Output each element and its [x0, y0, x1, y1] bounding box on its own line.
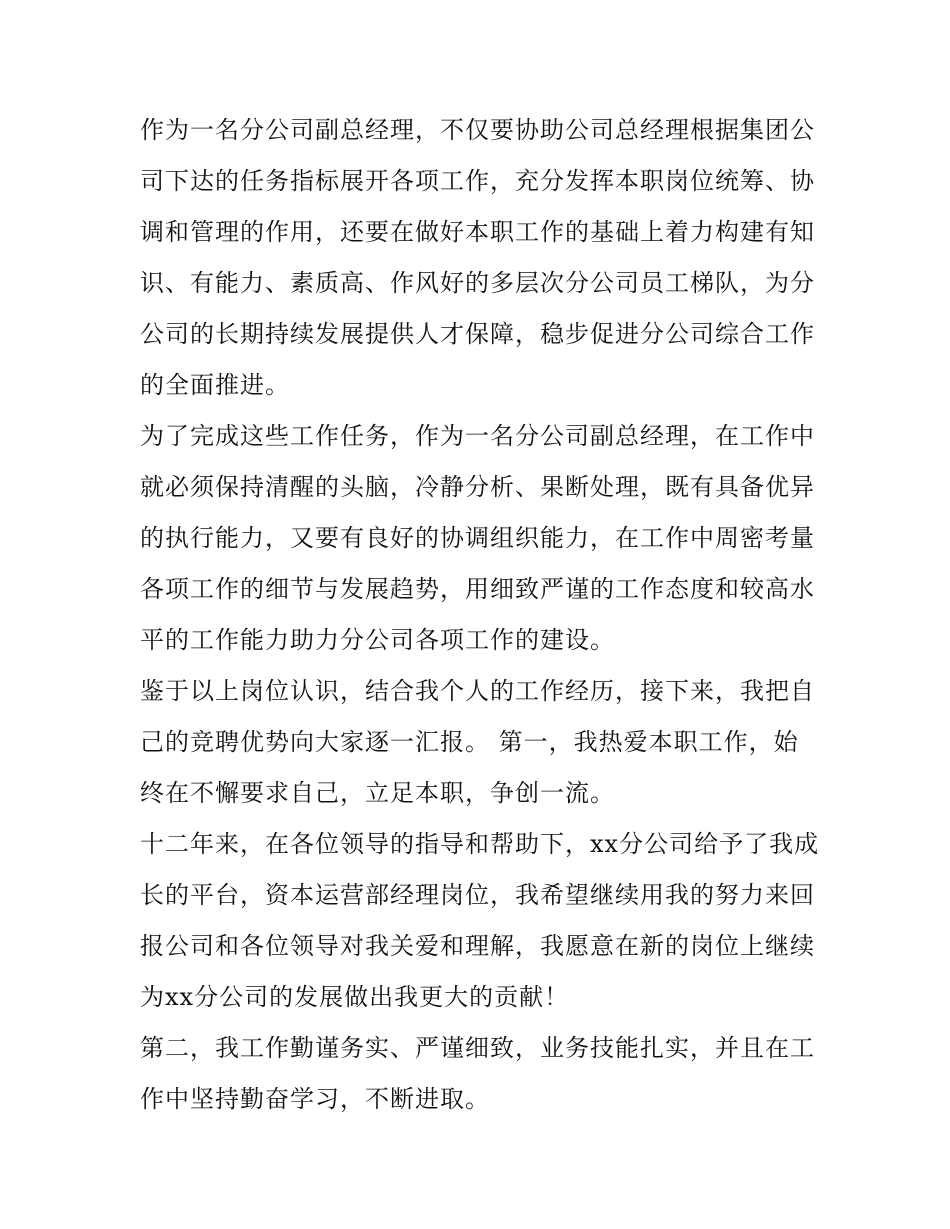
document-body [140, 105, 820, 1125]
paragraph-3: 鉴于以上岗位认识，结合我个人的工作经历，接下来，我把自己的竞聘优势向大家逐一汇报。 第一，我热爱本职工作，始终在不懈要求自己，立足本职，争创一流。 [140, 677, 815, 807]
paragraph-1: 作为一名分公司副总经理，不仅要协助公司总经理根据集团公司下达的任务指标展开各项工作，充分发挥本职岗位统筹、协调和管理的作用，还要在做好本职工作的基础上着力构建有知识、有能力、素质高、作风好的多层次分公司员工梯队，为分公司的长期持续发展提供人才保障，稳步促进分公司综合工作的全面推进。 [140, 116, 815, 399]
paragraph-4: 十二年来，在各位领导的指导和帮助下，xx分公司给予了我成长的平台，资本运营部经理岗位，我希望继续用我的努力来回报公司和各位领导对我关爱和理解，我愿意在新的岗位上继续为xx分公司的发展做出我更大的贡献！ [140, 830, 820, 1011]
paragraph-2: 为了完成这些工作任务，作为一名分公司副总经理，在工作中就必须保持清醒的头脑，冷静分析、果断处理，既有具备优异的执行能力，又要有良好的协调组织能力，在工作中周密考量各项工作的细节与发展趋势，用细致严谨的工作态度和较高水平的工作能力助力分公司各项工作的建设。 [140, 422, 815, 654]
paragraph-5: 第二，我工作勤谨务实、严谨细致，业务技能扎实，并且在工作中坚持勤奋学习，不断进取。 [140, 1034, 815, 1113]
